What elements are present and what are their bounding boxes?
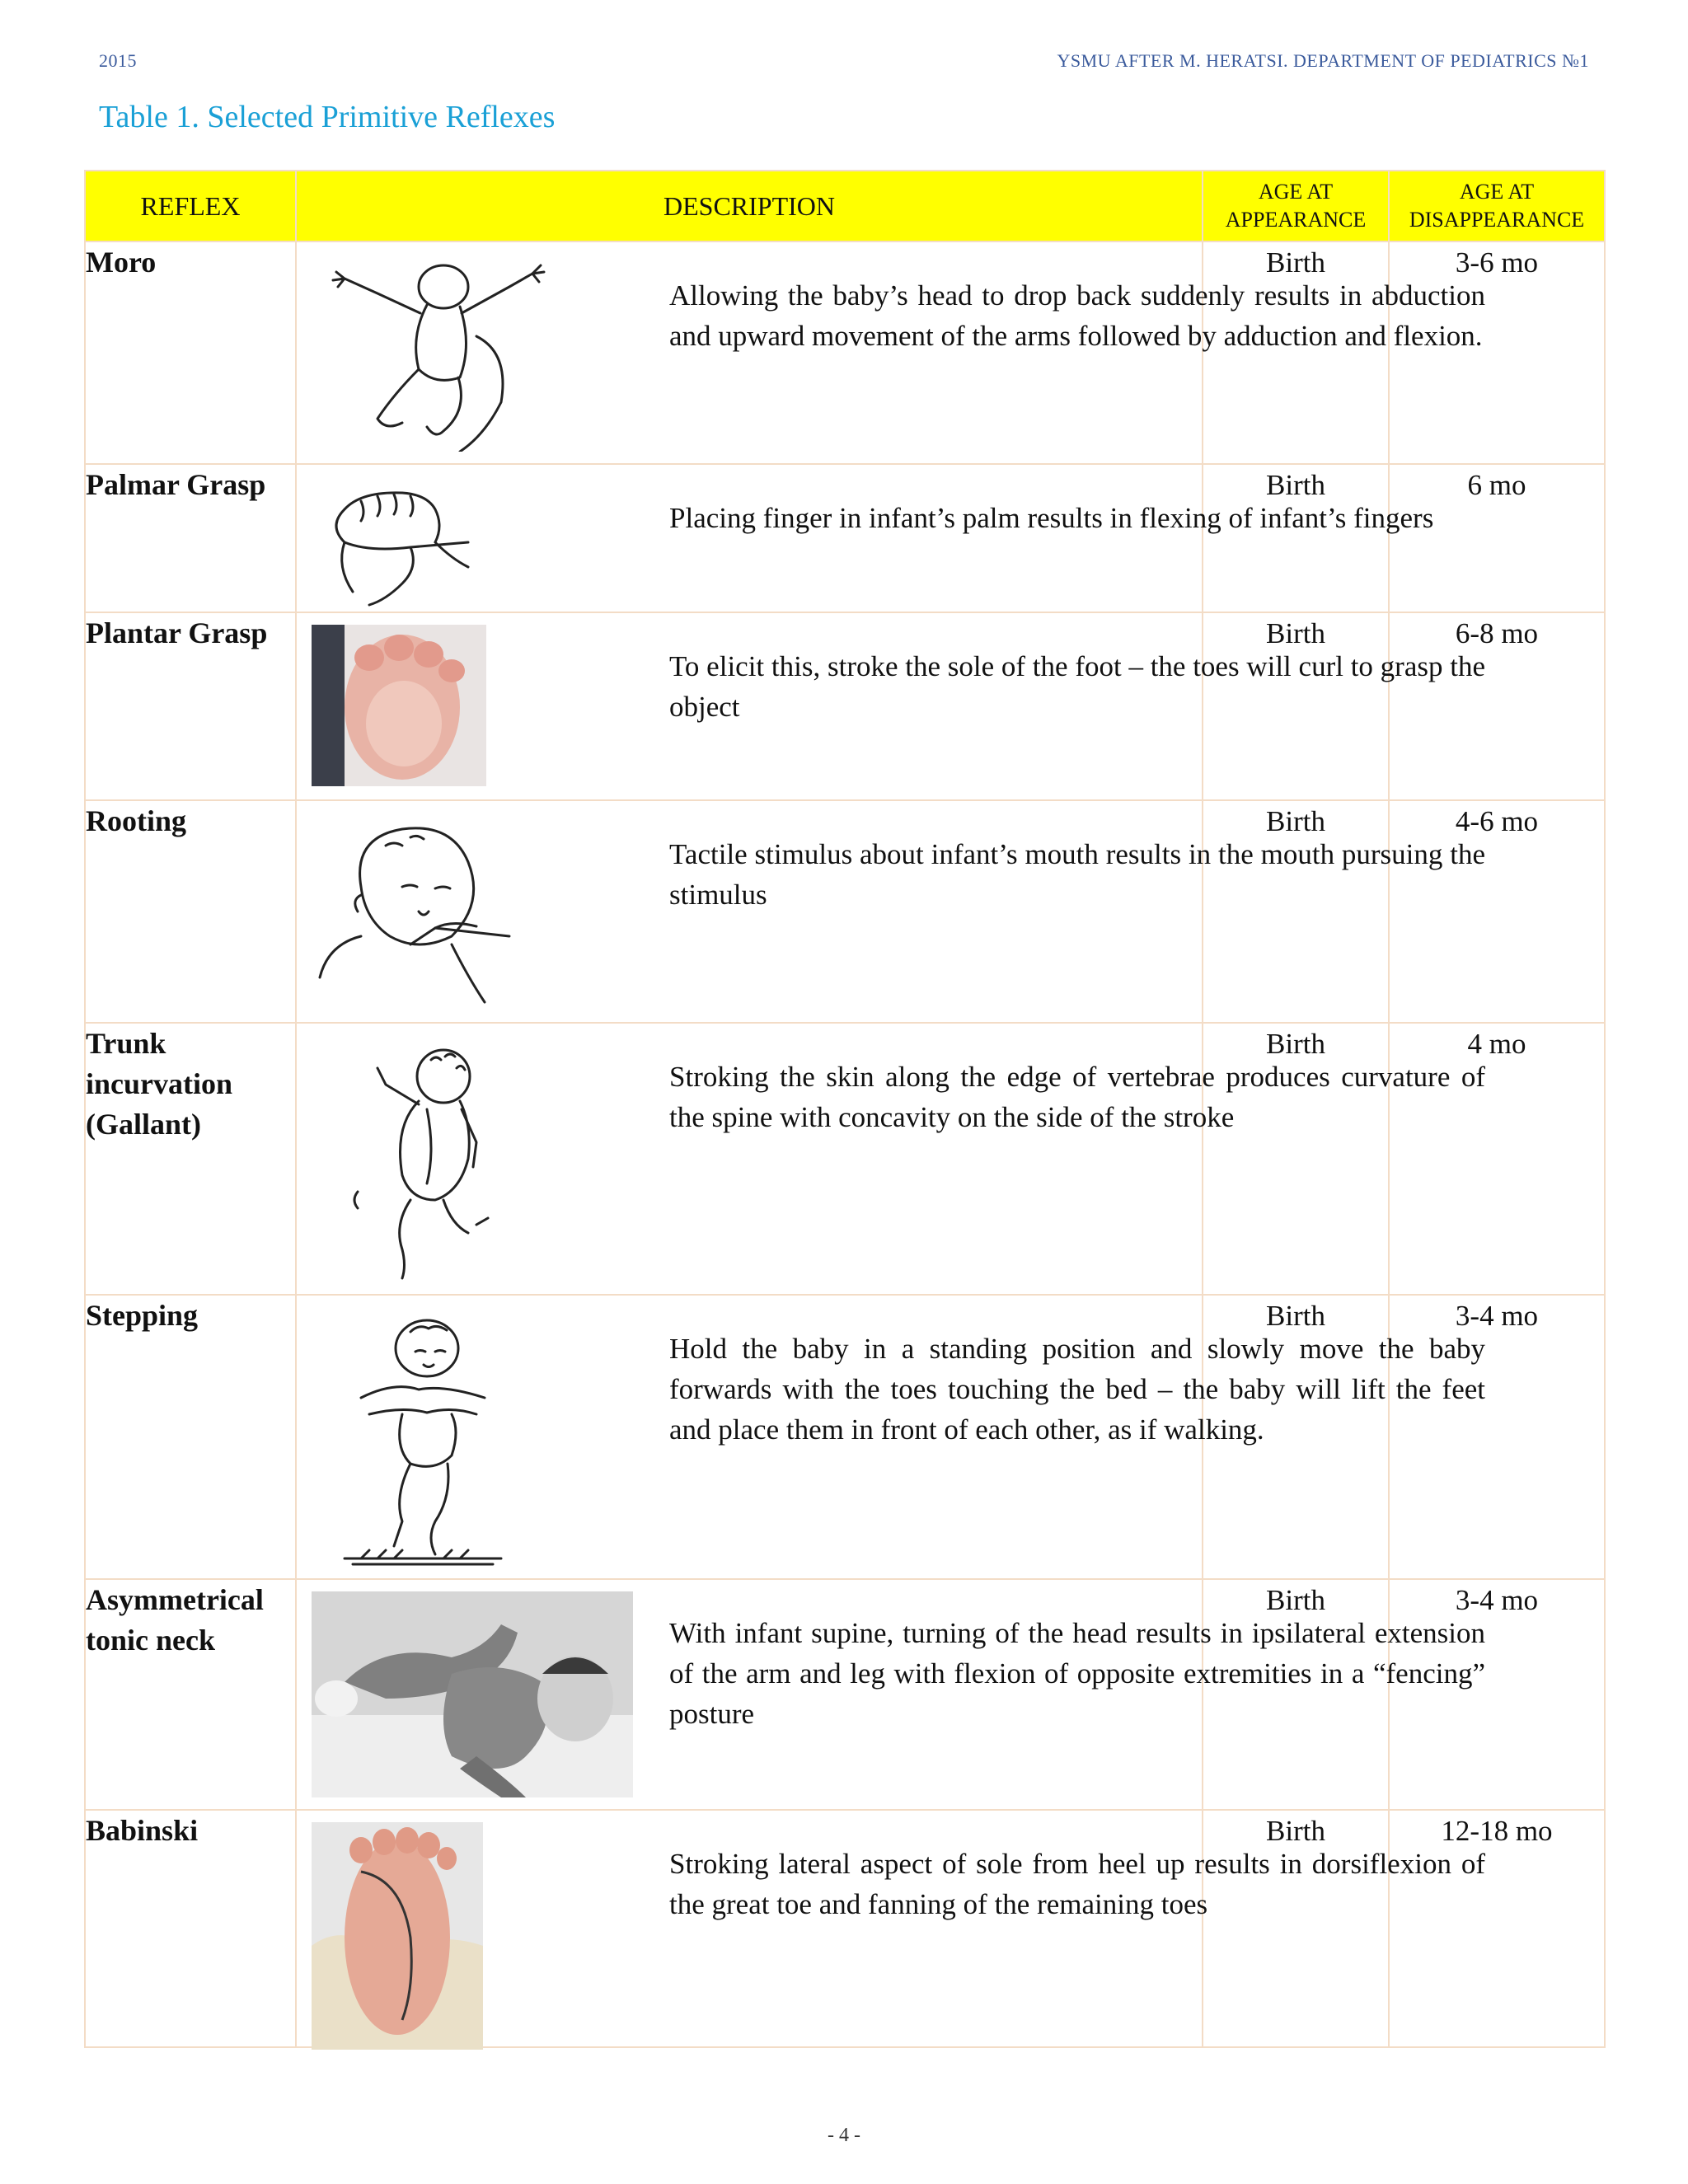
- gallant-illustration: [312, 1035, 526, 1282]
- reflex-name: Trunk incurvation (Gallant): [85, 1023, 296, 1295]
- running-head: [99, 46, 1589, 76]
- table-row: [85, 1810, 1605, 2047]
- age-appearance: Birth: [1203, 1023, 1389, 1295]
- column-header-appearance-line1: AGE AT: [1258, 180, 1334, 204]
- reflex-name: Babinski: [85, 1810, 296, 2047]
- reflex-description: To elicit this, stroke the sole of the foot – the toes will curl to grasp the object: [669, 650, 1485, 723]
- column-header-disappearance-line2: DISAPPEARANCE: [1409, 208, 1585, 232]
- reflex-description: Stroking lateral aspect of sole from heel up results in dorsiflexion of the great toe and fanning of the remaining toes: [669, 1848, 1485, 1920]
- age-appearance: Birth: [1203, 612, 1389, 800]
- column-header-disappearance: [1389, 171, 1605, 241]
- age-appearance: Birth: [1203, 1295, 1389, 1579]
- table-row: [85, 1023, 1605, 1295]
- table-row: [85, 1295, 1605, 1579]
- column-header-disappearance-line1: AGE AT: [1459, 180, 1535, 204]
- reflex-name: Rooting: [85, 800, 296, 1023]
- age-disappearance: 3-6 mo: [1389, 241, 1605, 464]
- reflex-description: With infant supine, turning of the head results in ipsilateral extension of the arm and leg with flexion of opposite extremities in a “fencing” posture: [669, 1617, 1485, 1730]
- age-disappearance: 6 mo: [1389, 464, 1605, 612]
- reflex-description: Tactile stimulus about infant’s mouth results in the mouth pursuing the stimulus: [669, 838, 1485, 911]
- reflex-description: Allowing the baby’s head to drop back suddenly results in abduction and upward movement of the arms followed by adduction and flexion.: [669, 279, 1485, 352]
- age-appearance: Birth: [1203, 1579, 1389, 1810]
- tonic-neck-photo: [312, 1591, 633, 1797]
- reflex-table: [84, 170, 1606, 2048]
- reflex-name: Palmar Grasp: [85, 464, 296, 612]
- age-disappearance: 4 mo: [1389, 1023, 1605, 1295]
- reflex-name: Plantar Grasp: [85, 612, 296, 800]
- age-appearance: Birth: [1203, 1810, 1389, 2047]
- column-header-description: DESCRIPTION: [296, 171, 1203, 241]
- column-header-appearance-line2: APPEARANCE: [1225, 208, 1367, 232]
- age-appearance: Birth: [1203, 241, 1389, 464]
- table-row: [85, 612, 1605, 800]
- age-disappearance: 4-6 mo: [1389, 800, 1605, 1023]
- reflex-name: Stepping: [85, 1295, 296, 1579]
- age-disappearance: 3-4 mo: [1389, 1295, 1605, 1579]
- rooting-illustration: [312, 813, 526, 1010]
- age-disappearance: 6-8 mo: [1389, 612, 1605, 800]
- palmar-grasp-illustration: [312, 476, 476, 608]
- table-header-row: [85, 171, 1605, 241]
- babinski-photo: [312, 1822, 483, 2050]
- page-number: - 4 -: [828, 2125, 860, 2146]
- header-year: 2015: [99, 50, 137, 71]
- header-institution: YSMU AFTER M. HERATSI. DEPARTMENT OF PEDIATRICS №1: [1057, 50, 1589, 71]
- column-header-reflex: REFLEX: [85, 171, 296, 241]
- age-disappearance: 3-4 mo: [1389, 1579, 1605, 1810]
- table-row: [85, 464, 1605, 612]
- table-row: [85, 1579, 1605, 1810]
- reflex-description: Placing finger in infant’s palm results in flexing of infant’s fingers: [669, 502, 1434, 534]
- column-header-appearance: [1203, 171, 1389, 241]
- table-row: [85, 800, 1605, 1023]
- plantar-grasp-photo: [312, 625, 486, 786]
- table-row: [85, 241, 1605, 464]
- reflex-name: Asymmetrical tonic neck: [85, 1579, 296, 1810]
- age-disappearance: 12-18 mo: [1389, 1810, 1605, 2047]
- age-appearance: Birth: [1203, 464, 1389, 612]
- table-title: Table 1. Selected Primitive Reflexes: [99, 100, 556, 134]
- stepping-illustration: [312, 1307, 526, 1571]
- reflex-name: Moro: [85, 241, 296, 464]
- age-appearance: Birth: [1203, 800, 1389, 1023]
- reflex-description: Stroking the skin along the edge of vertebrae produces curvature of the spine with concavity on the side of the stroke: [669, 1061, 1485, 1133]
- moro-illustration: [312, 254, 559, 452]
- reflex-description: Hold the baby in a standing position and slowly move the baby forwards with the toes touching the bed – the baby will lift the feet and place them in front of each other, as if walking.: [669, 1333, 1485, 1446]
